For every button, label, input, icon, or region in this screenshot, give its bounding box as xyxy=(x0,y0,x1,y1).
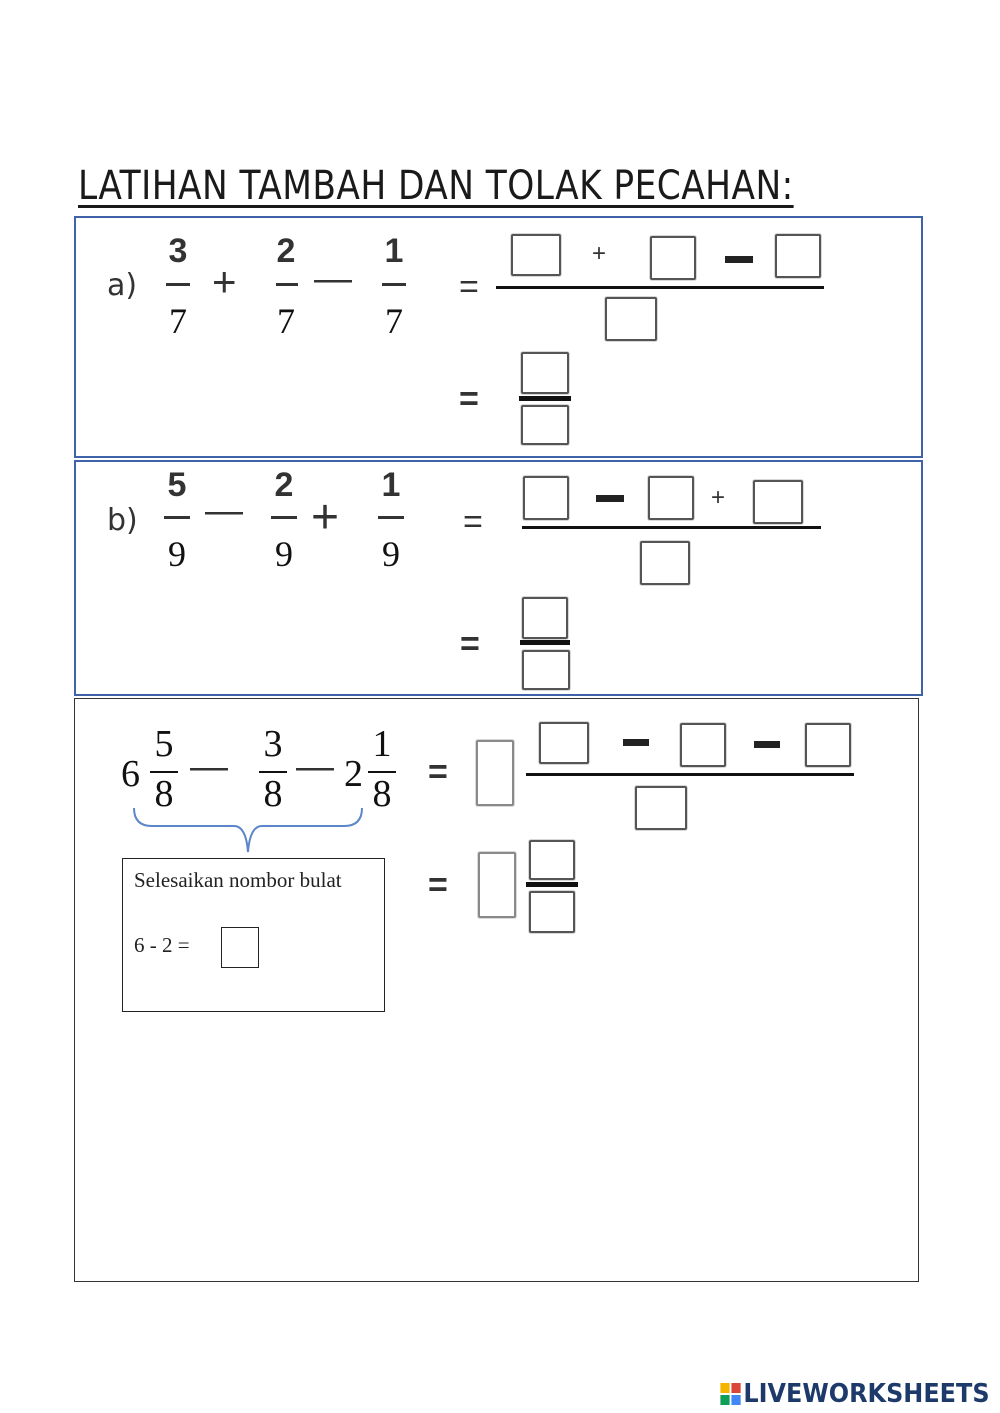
plus-operator: + xyxy=(311,491,340,544)
fraction-c2-denominator: 8 xyxy=(263,773,283,815)
section-b-label: b) xyxy=(107,503,138,538)
note-instruction: Selesaikan nombor bulat xyxy=(134,868,342,892)
fraction-b3-denominator: 9 xyxy=(382,534,400,574)
answer-a-simplified-denominator[interactable] xyxy=(521,405,569,445)
answer-c-simplified-whole[interactable] xyxy=(478,852,516,918)
answer-b-denominator[interactable] xyxy=(640,541,690,585)
fraction-a3-denominator: 7 xyxy=(385,301,403,341)
fraction-b1-bar xyxy=(164,516,190,519)
fraction-a2-numerator: 2 xyxy=(276,232,296,270)
fraction-b1-numerator: 5 xyxy=(167,466,187,504)
grouping-brace xyxy=(130,806,366,858)
minus-operator: — xyxy=(296,746,334,788)
answer-a-simplified-line xyxy=(519,396,571,401)
fraction-a2-denominator: 7 xyxy=(277,301,295,341)
minus-operator: — xyxy=(205,490,243,532)
whole-number-1: 6 xyxy=(121,753,140,795)
answer-b-numerator-1[interactable] xyxy=(523,476,569,520)
answer-c-simplified-line xyxy=(526,882,578,887)
fraction-b2-bar xyxy=(271,516,297,519)
equals-sign: = xyxy=(459,268,479,306)
plus-operator: + xyxy=(212,258,237,305)
liveworksheets-icon xyxy=(721,1383,741,1405)
liveworksheets-logo xyxy=(721,1379,990,1409)
answer-a-numerator-1[interactable] xyxy=(511,234,561,276)
answer-c-fraction-line xyxy=(526,773,854,776)
fraction-a1-denominator: 7 xyxy=(169,301,187,341)
fraction-a1-numerator: 3 xyxy=(168,232,188,270)
worksheet-title: LATIHAN TAMBAH DAN TOLAK PECAHAN: xyxy=(78,163,794,209)
fraction-b3-bar xyxy=(378,516,404,519)
fraction-a1-bar xyxy=(166,283,190,286)
fraction-a3-bar xyxy=(382,283,406,286)
fraction-c1-denominator: 8 xyxy=(154,773,174,815)
answer-a-fraction-line xyxy=(496,286,824,289)
answer-a-denominator[interactable] xyxy=(605,297,657,341)
answer-c-simplified-numerator[interactable] xyxy=(529,840,575,880)
equals-sign: = xyxy=(460,625,480,663)
answer-b-numerator-2[interactable] xyxy=(648,476,694,520)
answer-b-simplified-numerator[interactable] xyxy=(522,597,568,639)
equals-sign: = xyxy=(428,753,448,791)
answer-b-op-1 xyxy=(596,495,624,502)
equals-sign: = xyxy=(463,503,483,541)
answer-a-simplified-numerator[interactable] xyxy=(521,352,569,394)
answer-a-op-1: + xyxy=(592,240,607,267)
fraction-a3-numerator: 1 xyxy=(384,232,404,270)
liveworksheets-text: LIVEWORKSHEETS xyxy=(743,1379,990,1409)
fraction-a2-bar xyxy=(276,283,298,286)
answer-c-numerator-3[interactable] xyxy=(805,723,851,767)
answer-a-numerator-3[interactable] xyxy=(775,234,821,278)
minus-operator: — xyxy=(314,258,352,300)
answer-b-simplified-denominator[interactable] xyxy=(522,650,570,690)
fraction-c3-numerator: 1 xyxy=(372,723,392,765)
answer-b-simplified-line xyxy=(520,640,570,645)
equals-sign: = xyxy=(459,380,479,418)
fraction-c3-denominator: 8 xyxy=(372,773,392,815)
section-a-label: a) xyxy=(107,268,138,303)
answer-c-op-1 xyxy=(623,739,649,746)
answer-b-op-2: + xyxy=(711,484,726,511)
note-expression: 6 - 2 = xyxy=(134,933,190,957)
answer-a-op-2 xyxy=(725,256,753,263)
answer-c-denominator[interactable] xyxy=(635,786,687,830)
answer-c-op-2 xyxy=(754,741,780,748)
answer-c-whole[interactable] xyxy=(476,740,514,806)
whole-number-3: 2 xyxy=(344,753,363,795)
whole-number-answer-box[interactable] xyxy=(221,927,259,968)
answer-c-simplified-denominator[interactable] xyxy=(529,891,575,933)
fraction-b2-numerator: 2 xyxy=(274,466,294,504)
answer-b-fraction-line xyxy=(522,526,821,529)
answer-c-numerator-2[interactable] xyxy=(680,723,726,767)
fraction-c1-numerator: 5 xyxy=(154,723,174,765)
fraction-b1-denominator: 9 xyxy=(168,534,186,574)
minus-operator: — xyxy=(190,746,228,788)
answer-a-numerator-2[interactable] xyxy=(650,236,696,280)
equals-sign: = xyxy=(428,866,448,904)
answer-b-numerator-3[interactable] xyxy=(753,480,803,524)
fraction-b2-denominator: 9 xyxy=(275,534,293,574)
answer-c-numerator-1[interactable] xyxy=(539,722,589,764)
fraction-c2-numerator: 3 xyxy=(263,723,283,765)
fraction-b3-numerator: 1 xyxy=(381,466,401,504)
